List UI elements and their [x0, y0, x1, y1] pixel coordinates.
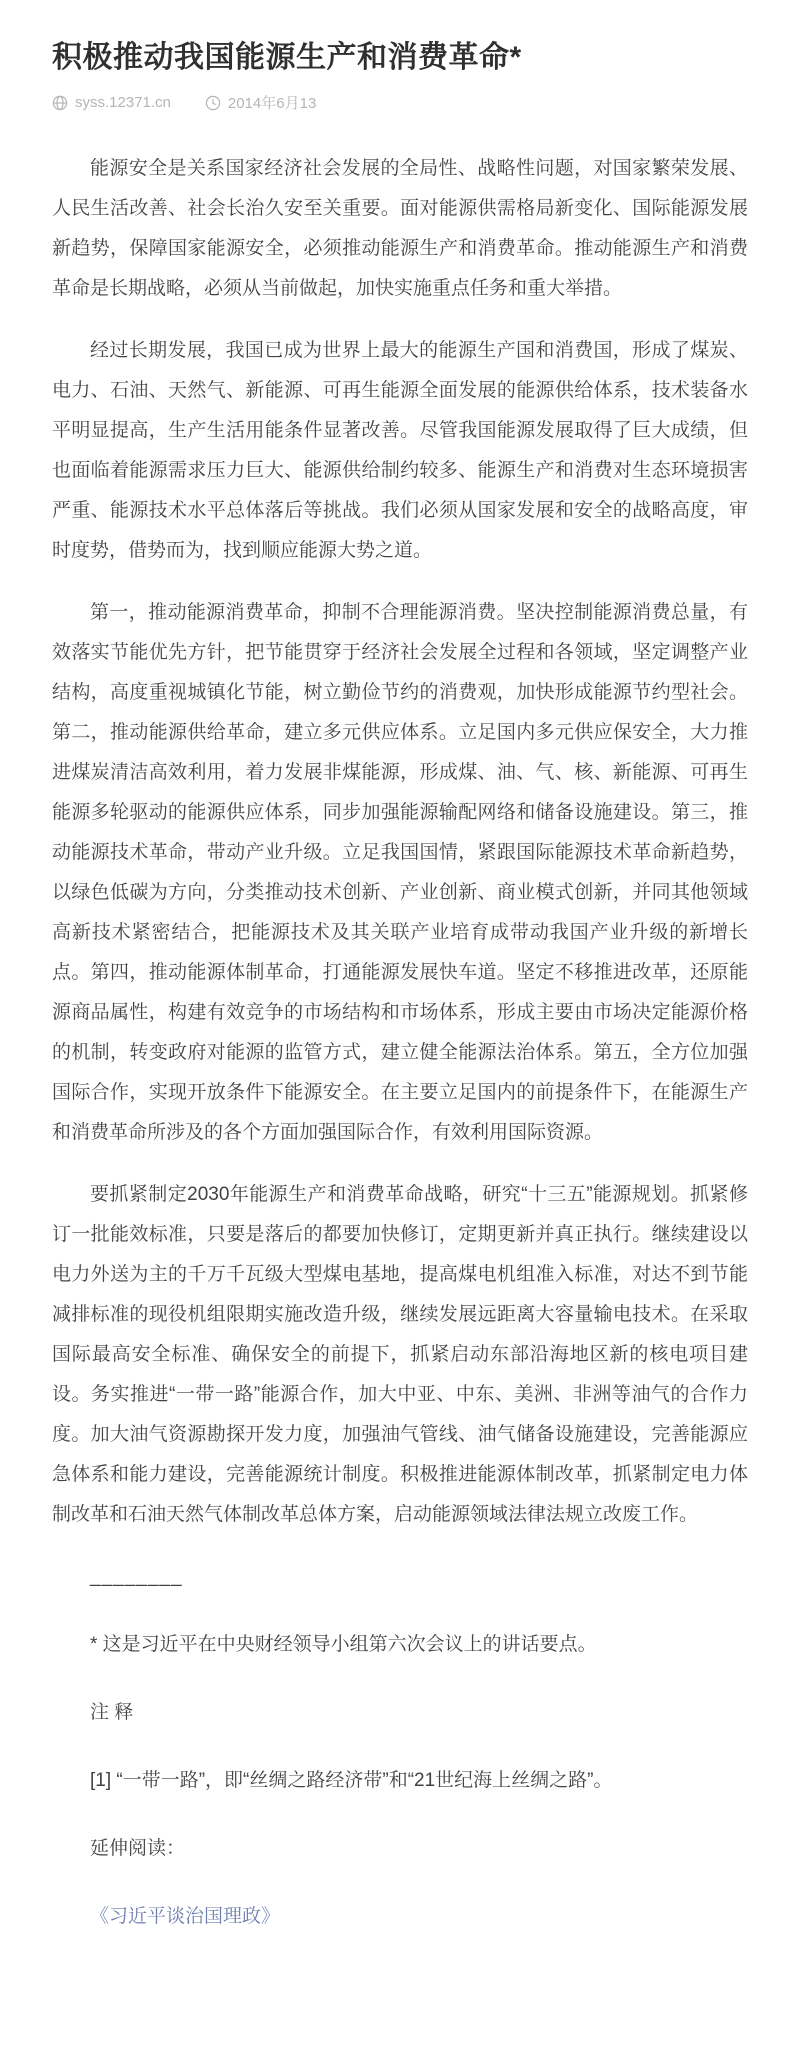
page-title: 积极推动我国能源生产和消费革命*: [52, 41, 522, 74]
paragraph-2: 经过长期发展，我国已成为世界上最大的能源生产国和消费国，形成了煤炭、电力、石油、天然气、新能源、可再生能源全面发展的能源供给体系，技术装备水平明显提高，生产生活用能条件显著改善。尽管我国能源发展取得了巨大成绩，但也面临着能源需求压力巨大、能源供给制约较多、能源生产和消费对生态环境损害严重、能源技术水平总体落后等挑战。我们必须从国家发展和安全的战略高度，审时度势，借势而为，找到顺应能源大势之道。: [52, 340, 748, 561]
paragraph-3: 第一，推动能源消费革命，抑制不合理能源消费。坚决控制能源消费总量，有效落实节能优先方针，把节能贯穿于经济社会发展全过程和各领域，坚定调整产业结构，高度重视城镇化节能，树立勤俭节约的消费观，加快形成能源节约型社会。第二，推动能源供给革命，建立多元供应体系。立足国内多元供应保安全，大力推进煤炭清洁高效利用，着力发展非煤能源，形成煤、油、气、核、新能源、可再生能源多轮驱动的能源供应体系，同步加强能源输配网络和储备设施建设。第三，推动能源技术革命，带动产业升级。立足我国国情，紧跟国际能源技术革命新趋势，以绿色低碳为方向，分类推动技术创新、产业创新、商业模式创新，并同其他领域高新技术紧密结合，把能源技术及其关联产业培育成带动我国产业升级的新增长点。第四，推动能源体制革命，打通能源发展快车道。坚定不移推进改革，还原能源商品属性，构建有效竞争的市场结构和市场体系，形成主要由市场决定能源价格的机制，转变政府对能源的监管方式，建立健全能源法治体系。第五，全方位加强国际合作，实现开放条件下能源安全。在主要立足国内的前提条件下，在能源生产和消费革命所涉及的各个方面加强国际合作，有效利用国际资源。: [52, 602, 748, 1143]
meta-date: [205, 92, 316, 113]
footnote-divider: ________: [90, 1566, 183, 1587]
article-meta: [52, 92, 748, 113]
paragraph-1: 能源安全是关系国家经济社会发展的全局性、战略性问题，对国家繁荣发展、人民生活改善、社会长治久安至关重要。面对能源供需格局新变化、国际能源发展新趋势，保障国家能源安全，必须推动能源生产和消费革命。推动能源生产和消费革命是长期战略，必须从当前做起，加快实施重点任务和重大举措。: [52, 158, 748, 299]
notes-heading: 注 释: [90, 1702, 134, 1723]
meta-source: [52, 94, 171, 111]
footnote-section: [52, 1557, 748, 1937]
date-label: 2014年6月13: [227, 95, 317, 112]
footnote-text: * 这是习近平在中央财经领导小组第六次会议上的讲话要点。: [90, 1634, 597, 1655]
paragraph-4: 要抓紧制定2030年能源生产和消费革命战略，研究“十三五”能源规划。抓紧修订一批能效标准，只要是落后的都要加快修订，定期更新并真正执行。继续建设以电力外送为主的千万千瓦级大型煤电基地，提高煤电机组准入标准，对达不到节能减排标准的现役机组限期实施改造升级，继续发展远距离大容量输电技术。在采取国际最高安全标准、确保安全的前提下，抓紧启动东部沿海地区新的核电项目建设。务实推进“一带一路”能源合作，加大中亚、中东、美洲、非洲等油气的合作力度。加大油气资源勘探开发力度，加强油气管线、油气储备设施建设，完善能源应急体系和能力建设，完善能源统计制度。积极推进能源体制改革，抓紧制定电力体制改革和石油天然气体制改革总体方案，启动能源领域法律法规立改废工作。: [52, 1184, 748, 1525]
article-body: [52, 149, 748, 1535]
note-item-1: [1] “一带一路”，即“丝绸之路经济带”和“21世纪海上丝绸之路”。: [90, 1770, 613, 1791]
related-reading-heading: 延伸阅读：: [90, 1838, 186, 1859]
source-label: syss.12371.cn: [75, 94, 171, 111]
related-link-row: [52, 1897, 748, 1937]
related-link[interactable]: 《习近平谈治国理政》: [90, 1906, 281, 1927]
globe-icon: [52, 95, 68, 111]
clock-icon: [205, 95, 221, 111]
